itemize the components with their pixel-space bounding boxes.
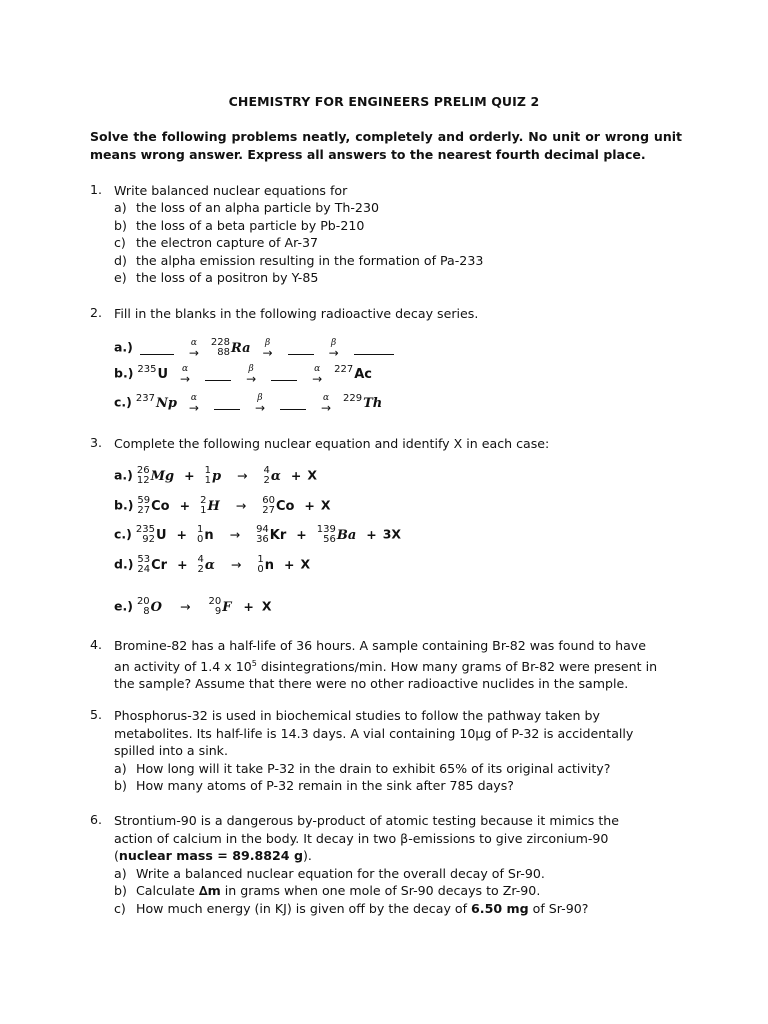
q1-item-e: e) the loss of a positron by Y-85	[114, 270, 319, 285]
q6-number: 6.	[90, 812, 103, 827]
q4-text: Bromine-82 has a half-life of 36 hours. A sample containing Br-82 was found to have an activity of 1.4 x $10^5$ disintegrations/min. How many grams of Br-82 were present in the sample? Assume that there were no other radioactive nuclides in the sample.	[114, 638, 658, 692]
blank	[205, 368, 231, 381]
nuclide-ac: 227 Ac	[334, 364, 373, 382]
q5-item-a: a) How long will it take P-32 in the drain to exhibit 65% of its original activity?	[114, 760, 611, 776]
q2-text: Fill in the blanks in the following radioactive decay series.	[114, 306, 479, 321]
q5-number: 5.	[90, 707, 103, 722]
nuclide-th: 229 Th	[343, 393, 383, 411]
page-title: CHEMISTRY FOR ENGINEERS PRELIM QUIZ 2	[228, 94, 540, 109]
blank	[288, 342, 314, 355]
q1-item-c: c) the electron capture of Ar-37	[114, 235, 319, 250]
q3-eq-a: a.) 26 12 Mg + 1 1 p → 4 2 α + X	[114, 465, 317, 486]
q3-eq-b: b.) 59 27 Co + 2 1 H → 60 27 Co + X	[114, 495, 331, 516]
q1-number: 1.	[90, 182, 103, 197]
q6-item-b: b) Calculate ∆m in grams when one mole of Sr-90 decays to Zr-90.	[114, 883, 541, 898]
alpha-arrow: α →	[188, 338, 199, 360]
instructions: Solve the following problems neatly, completely and orderly. No unit or wrong unit means wrong answer. Express all answers to the nearest fourth decimal place.	[90, 129, 682, 162]
q1-item-b: b) the loss of a beta particle by Pb-210	[114, 217, 365, 233]
nuclide-np: 237 Np	[135, 393, 177, 411]
q2-eq-c: c.) 237 Np α → β → α → 229 Th	[114, 393, 383, 415]
q2-eq-b: b.) 235 U α → β → α → 227 Ac	[114, 364, 373, 386]
q4-number: 4.	[90, 637, 103, 652]
nuclide-u: 235 U	[137, 364, 169, 382]
alpha-arrow: α →	[188, 393, 199, 415]
q1-text: Write balanced nuclear equations for	[114, 183, 348, 198]
q3-eq-e: e.) 20 8 O → 20 9 F + X	[114, 596, 272, 617]
beta-arrow: β →	[246, 364, 257, 386]
q6-item-c: c) How much energy (in KJ) is given off by the decay of 6.50 mg of Sr-90?	[114, 900, 589, 916]
q1-item-a: a) the loss of an alpha particle by Th-230	[114, 200, 379, 215]
blank	[140, 342, 174, 355]
alpha-arrow: α →	[320, 393, 332, 415]
blank	[271, 368, 297, 381]
blank	[214, 397, 240, 410]
beta-arrow: β →	[328, 338, 339, 360]
q3-text: Complete the following nuclear equation and identify X in each case:	[114, 436, 550, 451]
blank	[354, 342, 394, 355]
q6-text: Strontium-90 is a dangerous by-product of atomic testing because it mimics the action of calcium in the body. It decay in two β-emissions to give zirconium-90 (nuclear mass = 89.8824 g). a) Write a balanced nuclear equation for the overall decay of Sr-90. b) Calculate ∆m in grams when one mole of Sr-90 decays to Zr-90. c) How much energy (in KJ) is given off by the decay of 6.50 mg of Sr-90?	[114, 813, 620, 916]
q5-item-b: b) How many atoms of P-32 remain in the sink after 785 days?	[114, 778, 514, 793]
beta-arrow: β →	[254, 393, 266, 415]
q6-item-a: a) Write a balanced nuclear equation for the overall decay of Sr-90.	[114, 865, 545, 881]
q2-eq-a: a.) α → 228 88 Ra β → β →	[114, 338, 397, 358]
q5-text: Phosphorus-32 is used in biochemical studies to follow the pathway taken by metabolites. Its half-life is 14.3 days. A vial containing 10μg of P-32 is accidentally spilled into a sink. a) How long will it take P-32 in the drain to exhibit 65% of its original activity? b) How many atoms of P-32 remain in the sink after 785 days?	[114, 708, 634, 793]
q1-item-d: d) the alpha emission resulting in the formation of Pa-233	[114, 252, 484, 268]
nuclide-ra: 228 88 Ra	[210, 337, 251, 358]
q1-items	[114, 199, 483, 287]
alpha-arrow: α →	[312, 364, 323, 386]
q3-eq-c: c.) 235 92 U + 1 0 n → 94 36 Kr + 139 56 Ba + 3X	[114, 524, 402, 545]
blank	[280, 397, 306, 410]
q3-eq-d: d.) 53 24 Cr + 4 2 α → 1 0 n + X	[114, 554, 311, 575]
alpha-arrow: α →	[180, 364, 191, 386]
beta-arrow: β →	[262, 338, 273, 360]
q3-number: 3.	[90, 435, 103, 450]
q2-number: 2.	[90, 305, 103, 320]
